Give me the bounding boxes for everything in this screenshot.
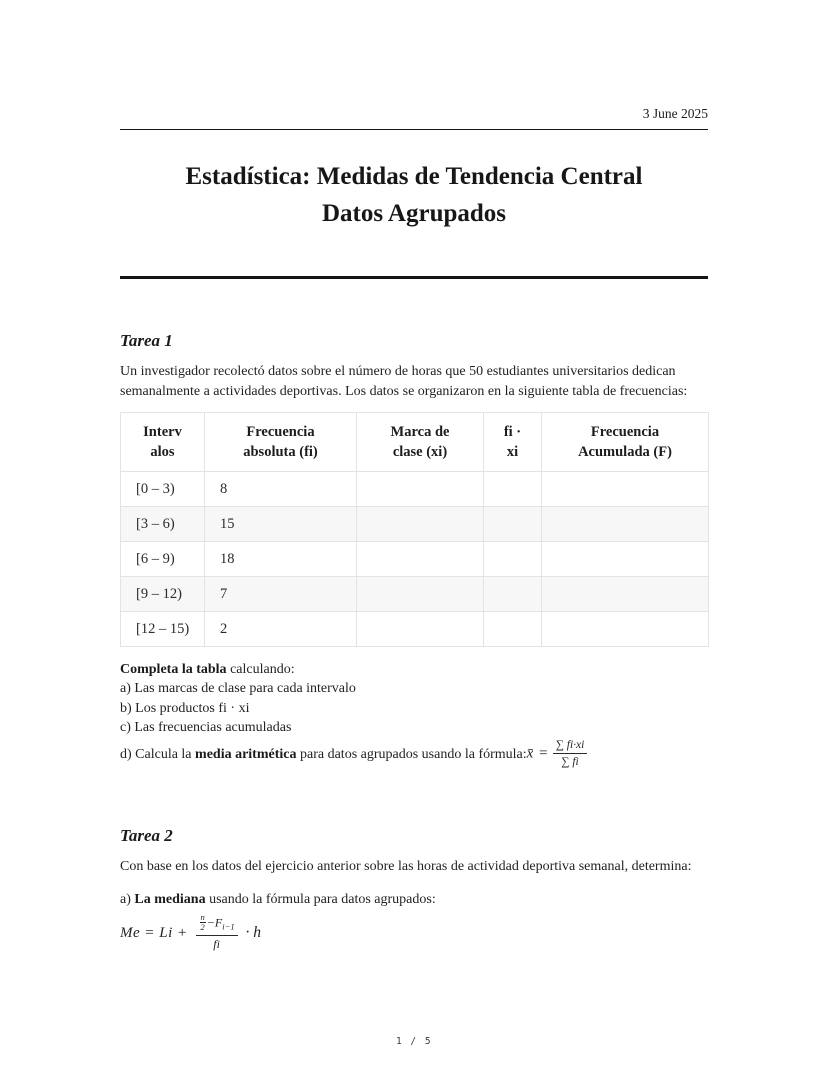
- formula-mediana-lhs: Me = Li +: [120, 924, 188, 941]
- tarea2-item-a-prefix: a): [120, 891, 135, 907]
- formula-media-lhs: x̄ =: [526, 745, 549, 762]
- cell-fi: 8: [205, 472, 357, 507]
- completa-lead-rest: calculando:: [226, 662, 295, 677]
- completa-lead: [120, 660, 708, 679]
- cell-fi: 7: [205, 577, 357, 612]
- inner-fraction: [200, 913, 206, 932]
- document-title: [120, 158, 708, 232]
- numerator-rest: −F: [206, 915, 223, 930]
- tarea2-item-a-bold: La mediana: [134, 891, 206, 907]
- cell-F: [542, 542, 709, 577]
- cell-interval: [3 – 6): [121, 507, 205, 542]
- formula-media-aritmetica: [527, 739, 592, 770]
- task-item-d: [120, 739, 708, 770]
- table-row: [121, 472, 709, 507]
- cell-fi-xi: [484, 472, 542, 507]
- fraction-denominator: fi: [213, 936, 220, 951]
- tarea1-tasks: [120, 660, 708, 770]
- document-date: 3 June 2025: [642, 106, 708, 121]
- task-item-d-prefix: d) Calcula la: [120, 747, 192, 763]
- tarea2-item-a-rest: usando la fórmula para datos agrupados:: [205, 891, 436, 907]
- fraction-numerator: [196, 911, 238, 936]
- numerator-subscript: i−1: [222, 921, 235, 932]
- tarea2-item-a: [120, 890, 708, 909]
- cell-F: [542, 577, 709, 612]
- tarea1-heading: Tarea 1: [120, 331, 173, 350]
- inner-fraction-denominator: 2: [200, 921, 205, 932]
- tarea1-intro: Un investigador recolectó datos sobre el número de horas que 50 estudiantes universitarios dedican semanalmente a actividades deportivas. Los datos se organizaron en la siguiente tabla de frecuencias:: [120, 364, 688, 399]
- task-item-b: b) Los productos fi · xi: [120, 700, 250, 716]
- tarea2-tasks: [120, 890, 708, 952]
- table-row: [121, 507, 709, 542]
- cell-fi: 15: [205, 507, 357, 542]
- cell-interval: [0 – 3): [121, 472, 205, 507]
- inner-fraction-numerator: n: [200, 911, 205, 922]
- task-item-d-rest: para datos agrupados usando la fórmula:: [300, 747, 527, 763]
- cell-F: [542, 472, 709, 507]
- formula-mediana: [120, 911, 708, 952]
- task-item-c: c) Las frecuencias acumuladas: [120, 719, 292, 735]
- cell-F: [542, 612, 709, 647]
- cell-interval: [6 – 9): [121, 542, 205, 577]
- col-header-frecuencia-absoluta: Frecuencia absoluta (fi): [205, 413, 357, 472]
- cell-xi: [357, 472, 484, 507]
- task-item-d-bold: media aritmética: [195, 747, 297, 763]
- document-content: [120, 0, 708, 952]
- tarea2-intro: Con base en los datos del ejercicio anterior sobre las horas de actividad deportiva semanal, determina:: [120, 859, 692, 875]
- table-header-row: [121, 413, 709, 472]
- cell-fi-xi: [484, 507, 542, 542]
- fraction: [553, 738, 588, 769]
- frequency-table: [120, 412, 709, 647]
- table-row: [121, 612, 709, 647]
- cell-fi: 18: [205, 542, 357, 577]
- cell-interval: [12 – 15): [121, 612, 205, 647]
- task-item-a: a) Las marcas de clase para cada intervalo: [120, 681, 356, 697]
- fraction-denominator: ∑ fi: [561, 756, 579, 769]
- formula-mediana-rhs: · h: [245, 923, 261, 941]
- col-header-fi-xi: fi · xi: [484, 413, 542, 472]
- table-row: [121, 577, 709, 612]
- tarea2-heading: Tarea 2: [120, 826, 173, 846]
- cell-xi: [357, 577, 484, 612]
- col-header-intervalos: Intervalos: [121, 413, 205, 472]
- cell-F: [542, 507, 709, 542]
- cell-fi-xi: [484, 542, 542, 577]
- cell-xi: [357, 612, 484, 647]
- cell-xi: [357, 507, 484, 542]
- cell-fi-xi: [484, 577, 542, 612]
- col-header-frecuencia-acumulada: Frecuencia Acumulada (F): [542, 413, 709, 472]
- title-line2: Datos Agrupados: [321, 200, 507, 227]
- table-row: [121, 542, 709, 577]
- title-rule: [120, 276, 708, 279]
- fraction-numerator: ∑ fi·xi: [553, 738, 588, 754]
- fraction: [196, 911, 238, 951]
- title-line1: Estadística: Medidas de Tendencia Central: [185, 163, 643, 190]
- cell-fi-xi: [484, 612, 542, 647]
- cell-xi: [357, 542, 484, 577]
- cell-interval: [9 – 12): [121, 577, 205, 612]
- page-number: 1 / 5: [395, 1036, 433, 1047]
- col-header-marca-de-clase: Marca de clase (xi): [357, 413, 484, 472]
- header-rule: [120, 129, 708, 130]
- cell-fi: 2: [205, 612, 357, 647]
- completa-lead-bold: Completa la tabla: [120, 662, 227, 677]
